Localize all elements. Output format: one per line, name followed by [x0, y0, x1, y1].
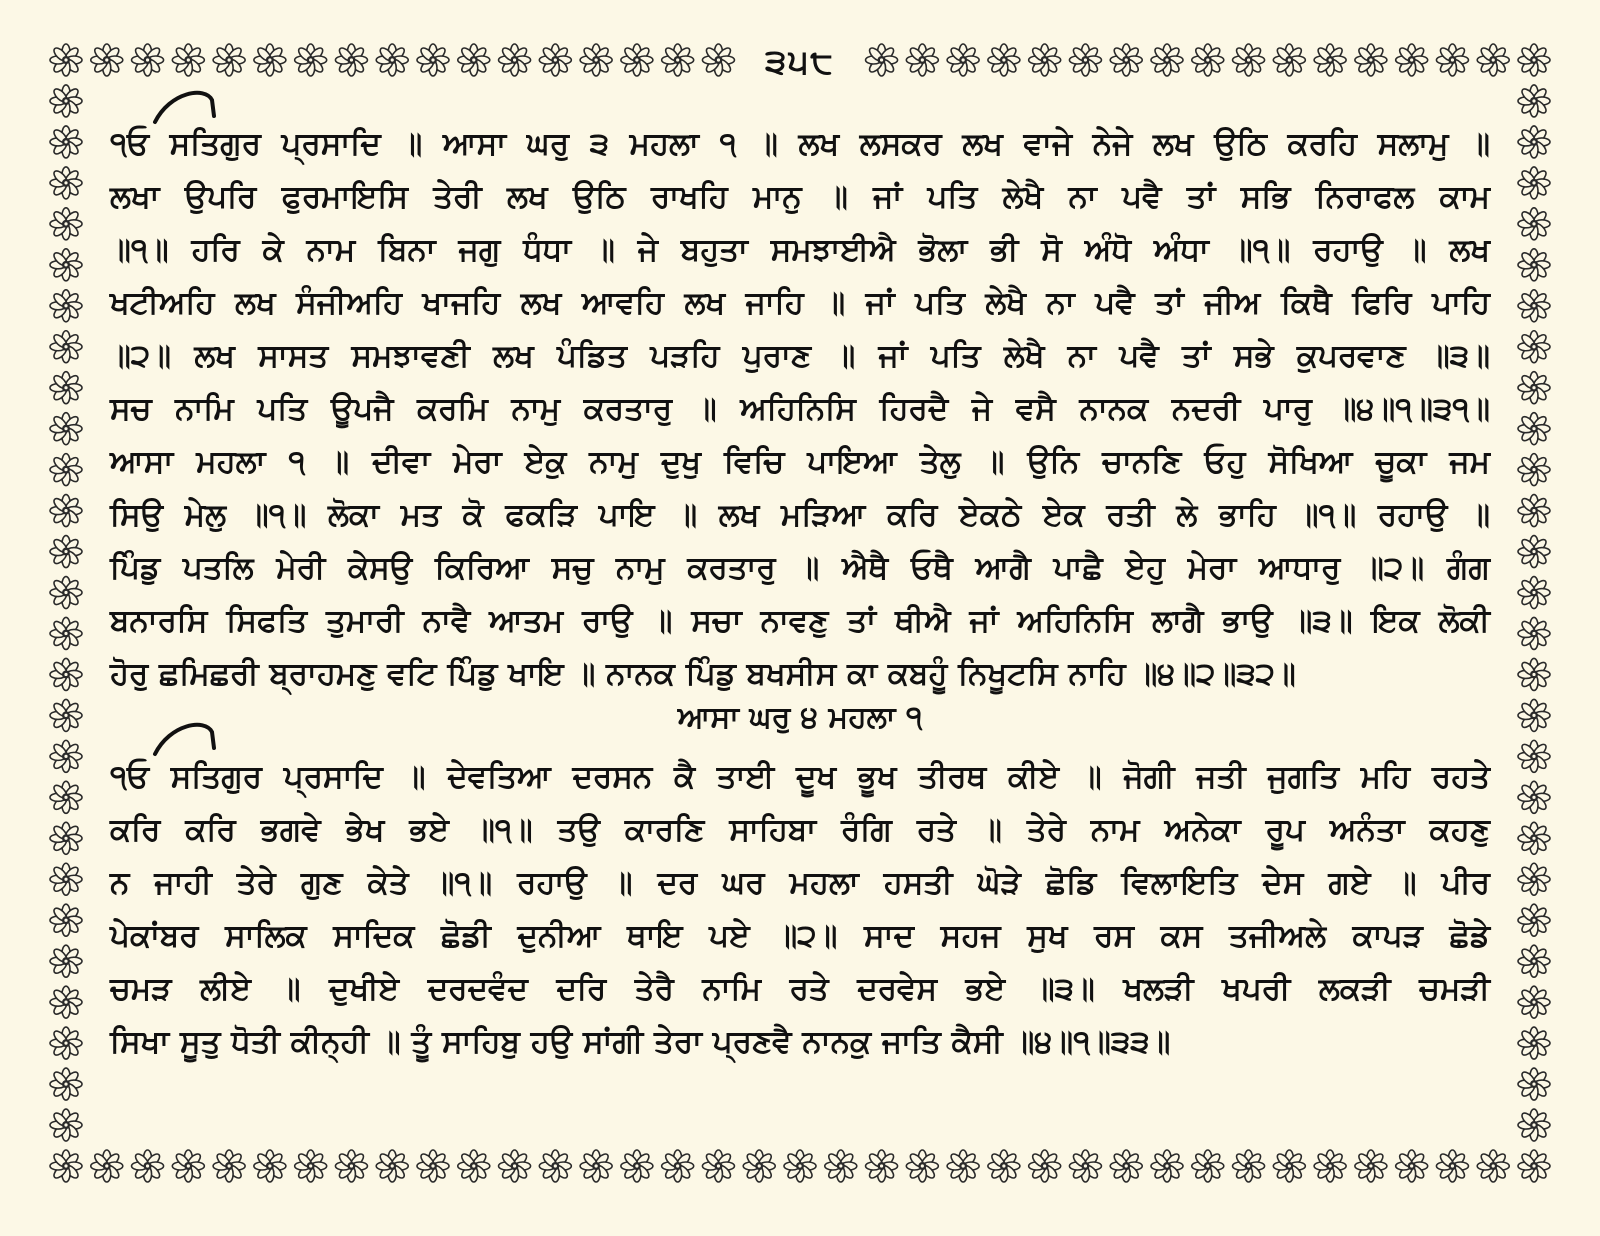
floral-ornament-icon	[1518, 577, 1550, 609]
floral-ornament-icon	[1518, 945, 1550, 977]
floral-ornament-icon	[1518, 454, 1550, 486]
floral-ornament-icon	[662, 1150, 694, 1182]
floral-ornament-icon	[1518, 536, 1550, 568]
floral-ornament-icon	[866, 1150, 898, 1182]
floral-ornament-icon	[50, 863, 82, 895]
floral-ornament-icon	[1518, 372, 1550, 404]
verse-line: ਲਖਾ ਉਪਰਿ ਫੁਰਮਾਇਸਿ ਤੇਰੀ ਲਖ ਉਠਿ ਰਾਖਹਿ ਮਾਨੁ ॥ ਜਾਂ ਪਤਿ ਲੇਖੈ ਨਾ ਪਵੈ ਤਾਂ ਸਭਿ ਨਿਰਾਫਲ ਕਾਮ	[110, 179, 1490, 215]
floral-ornament-icon	[50, 454, 82, 486]
floral-ornament-icon	[580, 1150, 612, 1182]
verse-line: ਆਸਾ ਮਹਲਾ ੧ ॥ ਦੀਵਾ ਮੇਰਾ ਏਕੁ ਨਾਮੁ ਦੁਖੁ ਵਿਚਿ ਪਾਇਆ ਤੇਲੁ ॥ ਉਨਿ ਚਾਨਣਿ ਓਹੁ ਸੋਖਿਆ ਚੂਕਾ ਜਮ	[110, 444, 1490, 480]
floral-ornament-icon	[50, 167, 82, 199]
floral-ornament-icon	[172, 1150, 204, 1182]
floral-ornament-icon	[1518, 413, 1550, 445]
verse-line: ਸਿਖਾ ਸੂਤੁ ਧੋਤੀ ਕੀਨ੍ਹੀ ॥ ਤੂੰ ਸਾਹਿਬੁ ਹਉ ਸਾਂਗੀ ਤੇਰਾ ਪ੍ਰਣਵੈ ਨਾਨਕੁ ਜਾਤਿ ਕੈਸੀ ॥੪॥੧॥੩੩॥	[110, 1024, 1171, 1060]
floral-ornament-icon	[91, 1150, 123, 1182]
floral-ornament-icon	[50, 249, 82, 281]
floral-ornament-icon	[1518, 167, 1550, 199]
floral-ornament-icon	[1518, 290, 1550, 322]
floral-ornament-icon	[50, 945, 82, 977]
floral-ornament-icon	[1518, 863, 1550, 895]
floral-ornament-icon	[1396, 1150, 1428, 1182]
verse-line: ਖਟੀਅਹਿ ਲਖ ਸੰਜੀਅਹਿ ਖਾਜਹਿ ਲਖ ਆਵਹਿ ਲਖ ਜਾਹਿ ॥ ਜਾਂ ਪਤਿ ਲੇਖੈ ਨਾ ਪਵੈ ਤਾਂ ਜੀਅ ਕਿਥੈ ਫਿਰਿ ਪਾਹਿ	[110, 285, 1490, 321]
floral-ornament-icon	[1192, 1150, 1224, 1182]
floral-ornament-icon	[50, 290, 82, 322]
floral-ornament-icon	[539, 1150, 571, 1182]
floral-ornament-icon	[1151, 1150, 1183, 1182]
floral-ornament-icon	[50, 85, 82, 117]
verse-line: ੧ਓ ਸਤਿਗੁਰ ਪ੍ਰਸਾਦਿ ॥ ਆਸਾ ਘਰੁ ੩ ਮਹਲਾ ੧ ॥ ਲਖ ਲਸਕਰ ਲਖ ਵਾਜੇ ਨੇਜੇ ਲਖ ਉਠਿ ਕਰਹਿ ਸਲਾਮੁ ॥	[110, 126, 1490, 162]
floral-ornament-icon	[50, 904, 82, 936]
floral-ornament-icon	[132, 1150, 164, 1182]
floral-ornament-icon	[825, 1150, 857, 1182]
floral-ornament-icon	[376, 1150, 408, 1182]
floral-ornament-icon	[1518, 658, 1550, 690]
verse-line: ਹੋਰੁ ਛਮਿਛਰੀ ਬ੍ਰਾਹਮਣੁ ਵਟਿ ਪਿੰਡੁ ਖਾਇ ॥ ਨਾਨਕ ਪਿੰਡੁ ਬਖਸੀਸ ਕਾ ਕਬਹੂੰ ਨਿਖੂਟਸਿ ਨਾਹਿ ॥੪॥੨॥੩੨॥	[110, 656, 1296, 692]
floral-ornament-icon	[50, 331, 82, 363]
floral-ornament-icon	[50, 413, 82, 445]
floral-ornament-icon	[1518, 495, 1550, 527]
floral-ornament-icon	[1518, 208, 1550, 240]
floral-ornament-icon	[1518, 85, 1550, 117]
floral-ornament-icon	[254, 1150, 286, 1182]
floral-ornament-icon	[1233, 1150, 1265, 1182]
floral-ornament-icon	[1355, 1150, 1387, 1182]
floral-ornament-icon	[1518, 904, 1550, 936]
verse-line: ਸਚ ਨਾਮਿ ਪਤਿ ਊਪਜੈ ਕਰਮਿ ਨਾਮੁ ਕਰਤਾਰੁ ॥ ਅਹਿਨਿਸਿ ਹਿਰਦੈ ਜੇ ਵਸੈ ਨਾਨਕ ਨਦਰੀ ਪਾਰੁ ॥੪॥੧॥੩੧॥	[110, 391, 1490, 427]
floral-ornament-icon	[1518, 617, 1550, 649]
floral-ornament-icon	[50, 372, 82, 404]
floral-ornament-icon	[50, 658, 82, 690]
floral-ornament-icon	[1477, 1150, 1509, 1182]
floral-ornament-icon	[1518, 331, 1550, 363]
verse-line: ੧ਓ ਸਤਿਗੁਰ ਪ੍ਰਸਾਦਿ ॥ ਦੇਵਤਿਆ ਦਰਸਨ ਕੈ ਤਾਈ ਦੂਖ ਭੂਖ ਤੀਰਥ ਕੀਏ ॥ ਜੋਗੀ ਜਤੀ ਜੁਗਤਿ ਮਹਿ ਰਹਤੇ	[110, 759, 1490, 795]
floral-ornament-icon	[50, 495, 82, 527]
floral-ornament-icon	[458, 1150, 490, 1182]
floral-ornament-icon	[213, 1150, 245, 1182]
verse-line: ॥੧॥ ਹਰਿ ਕੇ ਨਾਮ ਬਿਨਾ ਜਗੁ ਧੰਧਾ ॥ ਜੇ ਬਹੁਤਾ ਸਮਝਾਈਐ ਭੋਲਾ ਭੀ ਸੋ ਅੰਧੋ ਅੰਧਾ ॥੧॥ ਰਹਾਉ ॥ ਲਖ	[110, 232, 1490, 268]
floral-ornament-icon	[1518, 781, 1550, 813]
floral-ornament-icon	[417, 1150, 449, 1182]
floral-ornament-icon	[1518, 1150, 1550, 1182]
floral-ornament-icon	[906, 1150, 938, 1182]
floral-ornament-icon	[1029, 1150, 1061, 1182]
floral-ornament-icon	[1518, 249, 1550, 281]
floral-ornament-icon	[1314, 1150, 1346, 1182]
verse-line: ਨ ਜਾਹੀ ਤੇਰੇ ਗੁਣ ਕੇਤੇ ॥੧॥ ਰਹਾਉ ॥ ਦਰ ਘਰ ਮਹਲਾ ਹਸਤੀ ਘੋੜੇ ਛੋਡਿ ਵਿਲਾਇਤਿ ਦੇਸ ਗਏ ॥ ਪੀਰ	[110, 865, 1490, 901]
verse-line: ਪੇਕਾਂਬਰ ਸਾਲਿਕ ਸਾਦਿਕ ਛੋਡੀ ਦੁਨੀਆ ਥਾਇ ਪਏ ॥੨॥ ਸਾਦ ਸਹਜ ਸੁਖ ਰਸ ਕਸ ਤਜੀਅਲੇ ਕਾਪੜ ਛੋਡੇ	[110, 918, 1490, 954]
floral-ornament-icon	[1518, 1109, 1550, 1141]
floral-ornament-icon	[1436, 1150, 1468, 1182]
floral-ornament-icon	[988, 1150, 1020, 1182]
floral-ornament-icon	[50, 781, 82, 813]
floral-ornament-icon	[947, 1150, 979, 1182]
floral-ornament-icon	[50, 822, 82, 854]
floral-ornament-icon	[50, 740, 82, 772]
floral-ornament-icon	[50, 1109, 82, 1141]
hymn-block-2	[110, 751, 1490, 1069]
verse-line: ਸਿਉ ਮੇਲੁ ॥੧॥ ਲੋਕਾ ਮਤ ਕੋ ਫਕੜਿ ਪਾਇ ॥ ਲਖ ਮੜਿਆ ਕਰਿ ਏਕਠੇ ਏਕ ਰਤੀ ਲੇ ਭਾਹਿ ॥੧॥ ਰਹਾਉ ॥	[110, 497, 1490, 533]
verse-line: ਪਿੰਡੁ ਪਤਲਿ ਮੇਰੀ ਕੇਸਉ ਕਿਰਿਆ ਸਚੁ ਨਾਮੁ ਕਰਤਾਰੁ ॥ ਐਥੈ ਓਥੈ ਆਗੈ ਪਾਛੈ ਏਹੁ ਮੇਰਾ ਆਧਾਰੁ ॥੨॥ ਗੰਗ	[110, 550, 1490, 586]
floral-ornament-icon	[1518, 126, 1550, 158]
floral-ornament-icon	[1110, 1150, 1142, 1182]
floral-ornament-icon	[295, 1150, 327, 1182]
verse-line: ਬਨਾਰਸਿ ਸਿਫਤਿ ਤੁਮਾਰੀ ਨਾਵੈ ਆਤਮ ਰਾਉ ॥ ਸਚਾ ਨਾਵਣੁ ਤਾਂ ਥੀਐ ਜਾਂ ਅਹਿਨਿਸਿ ਲਾਗੈ ਭਾਉ ॥੩॥ ਇਕ ਲੋਕੀ	[110, 603, 1490, 639]
floral-ornament-icon	[784, 1150, 816, 1182]
floral-ornament-icon	[1518, 740, 1550, 772]
floral-ornament-icon	[702, 1150, 734, 1182]
floral-ornament-icon	[50, 126, 82, 158]
floral-ornament-icon	[335, 1150, 367, 1182]
floral-ornament-icon	[50, 986, 82, 1018]
floral-ornament-icon	[1518, 1027, 1550, 1059]
floral-ornament-icon	[1518, 1068, 1550, 1100]
floral-ornament-icon	[499, 1150, 531, 1182]
verse-line: ਚਮੜ ਲੀਏ ॥ ਦੁਖੀਏ ਦਰਦਵੰਦ ਦਰਿ ਤੇਰੈ ਨਾਮਿ ਰਤੇ ਦਰਵੇਸ ਭਏ ॥੩॥ ਖਲੜੀ ਖਪਰੀ ਲਕੜੀ ਚਮੜੀ	[110, 971, 1490, 1007]
page-number: ੩੫੮	[0, 42, 1600, 82]
floral-ornament-icon	[50, 1068, 82, 1100]
floral-ornament-icon	[743, 1150, 775, 1182]
floral-ornament-icon	[50, 577, 82, 609]
floral-ornament-icon	[1518, 986, 1550, 1018]
verse-line: ਕਰਿ ਕਰਿ ਭਗਵੇ ਭੇਖ ਭਏ ॥੧॥ ਤਉ ਕਾਰਣਿ ਸਾਹਿਬਾ ਰੰਗਿ ਰਤੇ ॥ ਤੇਰੇ ਨਾਮ ਅਨੇਕਾ ਰੂਪ ਅਨੰਤਾ ਕਹਣੁ	[110, 812, 1490, 848]
section-heading: ਆਸਾ ਘਰੁ ੪ ਮਹਲਾ ੧	[677, 700, 923, 735]
floral-ornament-icon	[50, 1027, 82, 1059]
verse-line: ॥੨॥ ਲਖ ਸਾਸਤ ਸਮਝਾਵਣੀ ਲਖ ਪੰਡਿਤ ਪੜਹਿ ਪੁਰਾਣ ॥ ਜਾਂ ਪਤਿ ਲੇਖੈ ਨਾ ਪਵੈ ਤਾਂ ਸਭੇ ਕੁਪਰਵਾਣ ॥੩॥	[110, 338, 1490, 374]
floral-ornament-icon	[621, 1150, 653, 1182]
floral-ornament-icon	[1273, 1150, 1305, 1182]
floral-ornament-icon	[50, 1150, 82, 1182]
floral-ornament-icon	[1069, 1150, 1101, 1182]
floral-ornament-icon	[50, 208, 82, 240]
hymn-block-1	[110, 118, 1490, 701]
floral-ornament-icon	[50, 536, 82, 568]
floral-ornament-icon	[50, 617, 82, 649]
floral-ornament-icon	[1518, 822, 1550, 854]
